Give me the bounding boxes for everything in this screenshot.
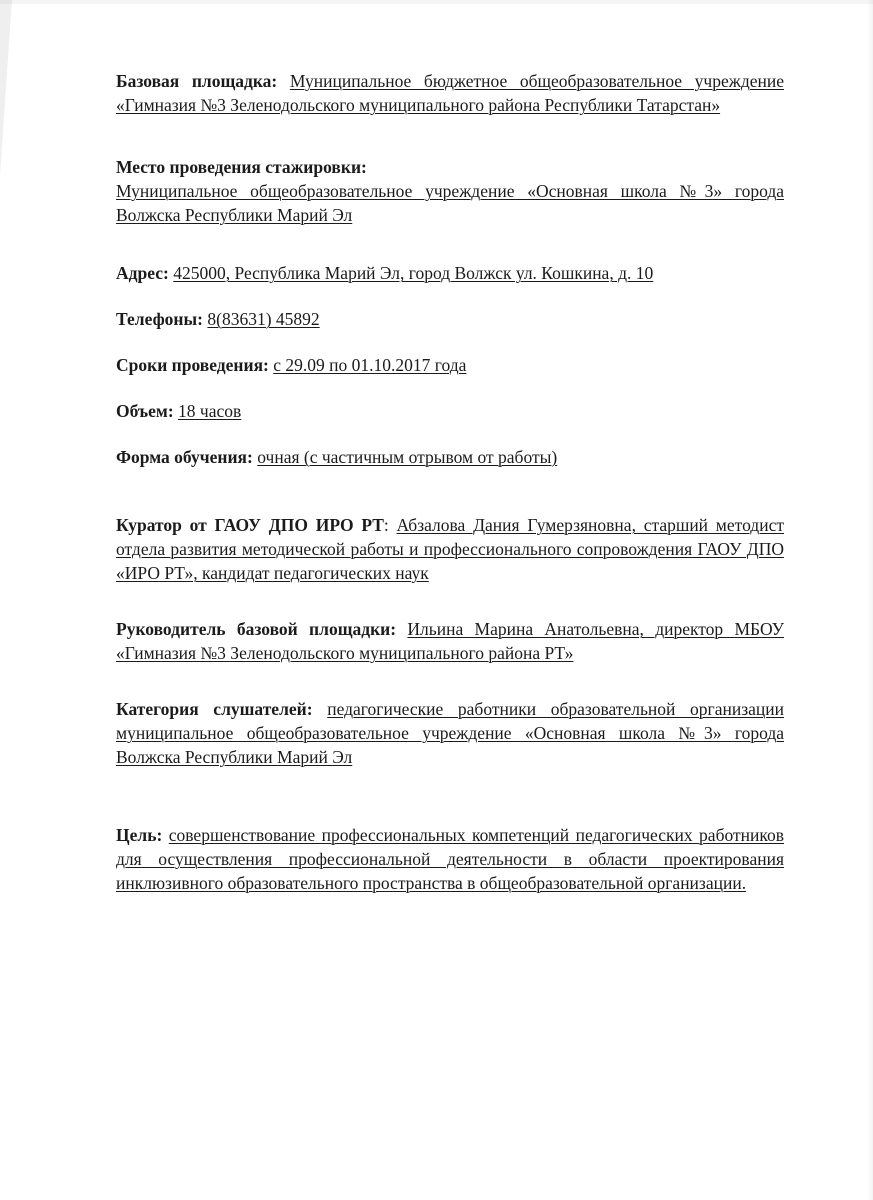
page-top-edge	[0, 0, 873, 4]
volume-label: Объем:	[116, 401, 174, 421]
base-site-paragraph	[116, 69, 784, 117]
address-label: Адрес:	[116, 263, 169, 283]
curator-paragraph	[116, 513, 784, 585]
phones-value: 8(83631) 45892	[207, 309, 320, 329]
curator-label: Куратор от ГАОУ ДПО ИРО РТ	[116, 515, 384, 535]
dates-value: с 29.09 по 01.10.2017 года	[273, 355, 467, 375]
curator-separator: :	[383, 515, 389, 535]
venue-label: Место проведения стажировки:	[116, 157, 367, 177]
volume-value: 18 часов	[178, 401, 242, 421]
base-site-label: Базовая площадка:	[116, 71, 278, 91]
dates-paragraph	[116, 353, 784, 377]
goal-label: Цель:	[116, 825, 163, 845]
address-value: 425000, Республика Марий Эл, город Волжск ул. Кошкина, д. 10	[173, 263, 654, 283]
address-paragraph	[116, 261, 784, 285]
curator-value: Абзалова Дания Гумерзяновна, старший методист отдела развития методической работы и профессионального сопровождения ГАОУ ДПО «ИРО РТ», кандидат педагогических наук	[116, 515, 784, 583]
volume-paragraph	[116, 399, 784, 423]
venue-paragraph	[116, 155, 784, 227]
audience-label: Категория слушателей:	[116, 699, 313, 719]
study-form-label: Форма обучения:	[116, 447, 253, 467]
base-site-value: Муниципальное бюджетное общеобразовательное учреждение «Гимназия №3 Зеленодольского муниципального района Республики Татарстан»	[116, 71, 785, 115]
study-form-paragraph	[116, 445, 784, 469]
phones-paragraph	[116, 307, 784, 331]
goal-value: совершенствование профессиональных компетенций педагогических работников для осуществления профессиональной деятельности в области проектирования инклюзивного образовательного пространства в общеобразовательной организации.	[116, 825, 784, 893]
head-paragraph	[116, 617, 784, 665]
phones-label: Телефоны:	[116, 309, 204, 329]
dates-label: Сроки проведения:	[116, 355, 269, 375]
page-right-edge	[867, 0, 873, 1200]
head-value: Ильина Марина Анатольевна, директор МБОУ «Гимназия №3 Зеленодольского муниципального района РТ»	[116, 619, 784, 663]
venue-value: Муниципальное общеобразовательное учреждение «Основная школа №3» города Волжска Республики Марий Эл	[116, 181, 784, 225]
page-fold-shadow	[0, 0, 12, 175]
audience-paragraph	[116, 697, 784, 769]
audience-value: педагогические работники образовательной организации муниципальное общеобразовательное учреждение «Основная школа №3» города Волжска Республики Марий Эл	[116, 699, 785, 767]
document-body	[116, 69, 784, 895]
goal-paragraph	[116, 823, 784, 895]
study-form-value: очная (с частичным отрывом от работы)	[257, 447, 558, 467]
head-label: Руководитель базовой площадки:	[116, 619, 397, 639]
